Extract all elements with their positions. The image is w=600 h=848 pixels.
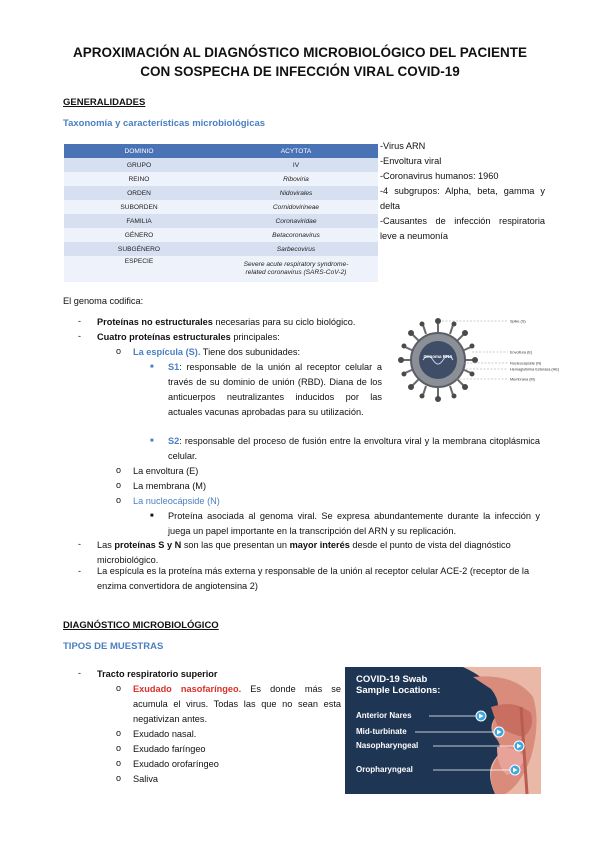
- table-cell: Coronaviridae: [214, 214, 378, 228]
- table-row: [64, 256, 378, 282]
- table-cell: GÉNERO: [64, 228, 214, 242]
- side-note: -Virus ARN: [380, 141, 426, 151]
- title-line-2: CON SOSPECHA DE INFECCIÓN VIRAL COVID-19: [140, 64, 460, 79]
- item-text: son las que presentan un: [181, 540, 290, 550]
- dash-bullet: -: [78, 331, 81, 341]
- subheading-muestras: TIPOS DE MUESTRAS: [63, 641, 164, 652]
- item-text: Las: [97, 540, 115, 550]
- item-text: Tiene dos subunidades:: [200, 347, 301, 357]
- s2-label: S2: [168, 436, 180, 446]
- genome-label: Genoma RNA: [423, 354, 453, 359]
- dash-bullet: -: [78, 668, 81, 678]
- swab-label-naso: Nasopharyngeal: [356, 741, 419, 750]
- circle-bullet: o: [116, 465, 122, 475]
- list-item: La membrana (M): [133, 481, 207, 491]
- table-cell: FAMILIA: [64, 214, 214, 228]
- table-header: ACYTOTA: [214, 144, 378, 158]
- swab-label-anterior: Anterior Nares: [356, 711, 412, 720]
- section-heading-generalidades: GENERALIDADES: [63, 97, 146, 108]
- table-row: [64, 200, 378, 214]
- genoma-intro: El genoma codifica:: [63, 296, 144, 306]
- table-row: [64, 214, 378, 228]
- list-item: [133, 682, 341, 727]
- list-item-s1: [168, 360, 382, 420]
- circle-bullet: o: [116, 346, 122, 356]
- virus-label: Spike (S): [510, 319, 526, 324]
- item-text: Es donde más se acumula el virus. Todas las que no sean esta negativizan antes.: [133, 684, 341, 724]
- table-row: [64, 186, 378, 200]
- table-row: [64, 172, 378, 186]
- table-cell: Betacoronavirus: [214, 228, 378, 242]
- table-cell: SUBORDEN: [64, 200, 214, 214]
- square-bullet: ■: [150, 438, 154, 444]
- item-text: : responsable del proceso de fusión entre la envoltura viral y la membrana citoplásmica celular.: [168, 436, 540, 461]
- circle-bullet: o: [116, 758, 122, 768]
- espicula-label: La espícula (S).: [133, 347, 201, 357]
- side-note: -4 subgrupos: Alpha, beta, gamma y delta: [380, 186, 545, 211]
- circle-bullet: o: [116, 743, 122, 753]
- coronavirus-diagram: [390, 314, 560, 406]
- circle-bullet: o: [116, 480, 122, 490]
- side-note: -Coronavirus humanos: 1960: [380, 171, 499, 181]
- circle-bullet: o: [116, 495, 122, 505]
- genome-core-icon: [419, 341, 457, 379]
- list-item: Tracto respiratorio superior: [97, 669, 218, 679]
- virus-label: Nucleocápside (N): [510, 361, 542, 366]
- list-item-s2: [168, 434, 540, 464]
- table-cell: ORDEN: [64, 186, 214, 200]
- list-item: [133, 345, 300, 360]
- table-cell: IV: [214, 158, 378, 172]
- dash-bullet: -: [78, 566, 81, 576]
- circle-bullet: o: [116, 683, 122, 693]
- bold-text: proteínas S y N: [114, 540, 182, 550]
- nasofaringeo-label: Exudado nasofaríngeo.: [133, 684, 242, 694]
- side-note: -Causantes de infección respiratoria leve a neumonía: [380, 216, 545, 241]
- circle-bullet: o: [116, 773, 122, 783]
- table-cell: SUBGÉNERO: [64, 242, 214, 256]
- item-text: desde el punto de vista del diagnóstico microbiológico.: [97, 540, 511, 565]
- virus-label: Hemaglutinina Esterasa (HE): [510, 367, 560, 372]
- table-row: [64, 228, 378, 242]
- item-text: : responsable de la unión al receptor celular a través de su dominio de unión (RBD). Diana de los anticuerpos neutralizantes inducidos por las actuales vacunas aprobadas para su utilización.: [168, 362, 382, 417]
- item-text: principales:: [230, 332, 280, 342]
- table-cell: Sarbecovirus: [214, 242, 378, 256]
- bold-text: Cuatro proteínas estructurales: [97, 332, 231, 342]
- virus-label: Membrana (M): [510, 377, 535, 382]
- list-item: Exudado orofaríngeo: [133, 759, 219, 769]
- side-note: -Envoltura viral: [380, 156, 442, 166]
- table-cell: Cornidovirineae: [214, 200, 378, 214]
- table-cell: GRUPO: [64, 158, 214, 172]
- swab-title-line: Sample Locations:: [356, 685, 441, 696]
- list-item: Saliva: [133, 774, 159, 784]
- table-row: [64, 158, 378, 172]
- dash-bullet: -: [78, 539, 81, 549]
- swab-label-oro: Oropharyngeal: [356, 765, 413, 774]
- subheading-taxonomia: Taxonomía y características microbiológicas: [63, 118, 266, 129]
- bold-text: Proteínas no estructurales: [97, 317, 213, 327]
- list-item: La espícula es la proteína más externa y responsable de la unión al receptor celular ACE-2 (receptor de la enzima convertidora de angiotensina 2): [97, 566, 530, 591]
- swab-label-mid: Mid-turbinate: [356, 727, 407, 736]
- title-line-1: APROXIMACIÓN AL DIAGNÓSTICO MICROBIOLÓGICO DEL PACIENTE: [72, 45, 528, 60]
- swab-arrows: [345, 667, 541, 794]
- list-item: La nucleocápside (N): [133, 496, 220, 506]
- bold-text: mayor interés: [289, 540, 350, 550]
- square-bullet: ■: [150, 364, 154, 370]
- table-row: [64, 242, 378, 256]
- side-notes: [380, 139, 545, 244]
- page-title: [0, 43, 600, 81]
- dash-bullet: -: [78, 316, 81, 326]
- swab-title-line: COVID-19 Swab: [356, 674, 428, 685]
- list-item-nucleo: Proteína asociada al genoma viral. Se expresa abundantemente durante la infección y juega un papel importante en la transcripción del ARN y su replicación.: [168, 511, 540, 536]
- s1-label: S1: [168, 362, 180, 372]
- table-header-row: [64, 144, 378, 158]
- list-item: La envoltura (E): [133, 466, 199, 476]
- swab-figure: [345, 667, 541, 794]
- table-cell: REINO: [64, 172, 214, 186]
- table-cell: Severe acute respiratory syndrome-related coronavirus (SARS-CoV-2): [214, 256, 378, 282]
- table-cell: ESPECIE: [64, 256, 214, 282]
- item-text: necesarias para su ciclo biológico.: [212, 317, 356, 327]
- list-item: [97, 330, 280, 345]
- list-item: Exudado faríngeo: [133, 744, 206, 754]
- circle-bullet: o: [116, 728, 122, 738]
- taxonomy-table: [64, 144, 378, 282]
- square-bullet: ■: [150, 513, 154, 519]
- table-header: DOMINIO: [64, 144, 214, 158]
- section-heading-diagnostico: DIAGNÓSTICO MICROBIOLÓGICO: [63, 620, 219, 631]
- list-item: Exudado nasal.: [133, 729, 197, 739]
- table-cell: Nidovirales: [214, 186, 378, 200]
- virus-label: Envoltura (E): [510, 350, 533, 355]
- list-item: [97, 315, 355, 330]
- table-cell: Riboviria: [214, 172, 378, 186]
